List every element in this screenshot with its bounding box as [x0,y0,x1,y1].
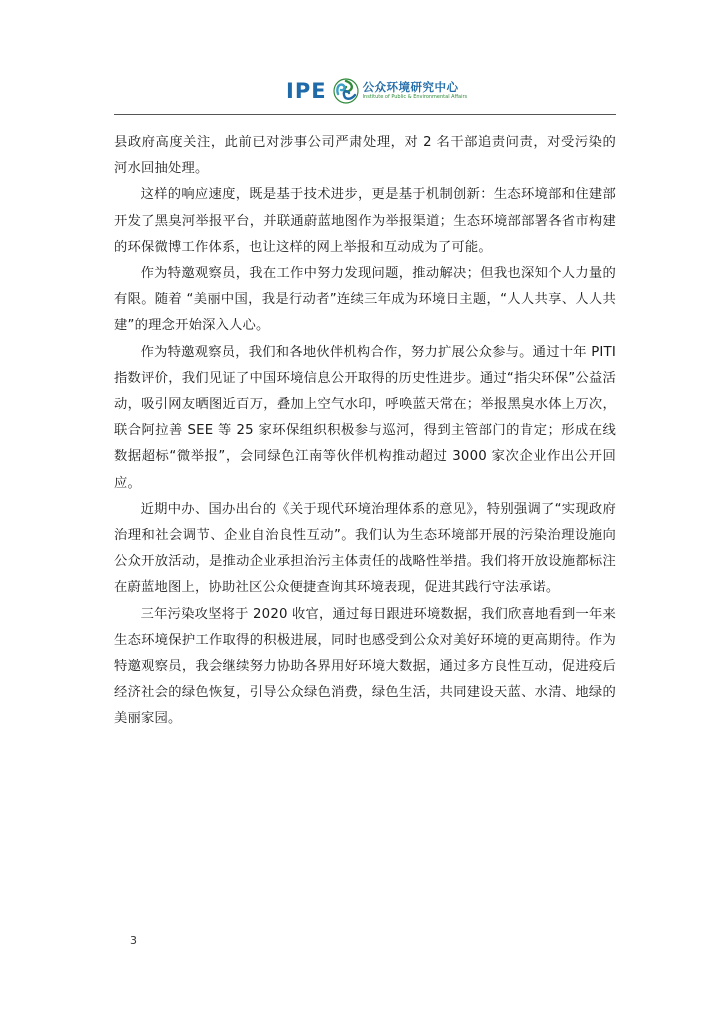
ipe-logo [286,78,467,104]
paragraph-1: 县政府高度关注，此前已对涉事公司严肃处理，对 2 名干部追责问责，对受污染的河水回抽处理。 [114,135,616,177]
page-number: 3 [130,934,137,947]
header-divider [114,114,616,115]
paragraph-6: 三年污染攻坚将于 2020 收官，通过每日跟进环境数据，我们欣喜地看到一年来生态环境保护工作取得的积极进展，同时也感受到公众对美好环境的更高期待。作为特邀观察员，我会继续努力协助各界用好环境大数据，通过多方良性互动，促进疫后经济社会的绿色恢复，引导公众绿色消费，绿色生活，共同建设天蓝、水清、地绿的美丽家园。 [114,606,616,727]
ipe-swirl-emblem-icon [333,78,359,104]
paragraph-4: 作为特邀观察员，我们和各地伙伴机构合作，努力扩展公众参与。通过十年 PITI 指数评价，我们见证了中国环境信息公开取得的历史性进步。通过“指尖环保”公益活动，吸引网友晒图近百万，叠加上空气水印，呼唤蓝天常在；举报黑臭水体上万次，联合阿拉善 SEE 等 25 家环保组织积极参与巡河，得到主管部门的肯定；形成在线数据超标“微举报”，会同绿色江南等伙伴机构推动超过 3000 家次企业作出公开回应。 [114,344,616,491]
logo-english-name: Institute of Public & Environmental Affairs [362,94,468,100]
logo-text-block [363,81,468,101]
logo-chinese-name: 公众环境研究中心 [362,80,459,94]
logo-ipe-text: IPE [286,78,327,103]
page-header [0,70,724,118]
paragraph-3: 作为特邀观察员，我在工作中努力发现问题，推动解决；但我也深知个人力量的有限。随着 “美丽中国，我是行动者”连续三年成为环境日主题，“人人共享、人人共建”的理念开始深入人心。 [114,266,616,334]
document-body [114,130,616,733]
paragraph-2: 这样的响应速度，既是基于技术进步，更是基于机制创新：生态环境部和住建部开发了黑臭河举报平台，并联通蔚蓝地图作为举报渠道；生态环境部部署各省市构建的环保微博工作体系，也让这样的网上举报和互动成为了可能。 [114,187,616,255]
paragraph-5: 近期中办、国办出台的《关于现代环境治理体系的意见》，特别强调了“实现政府治理和社会调节、企业自治良性互动”。我们认为生态环境部开展的污染治理设施向公众开放活动，是推动企业承担治污主体责任的战略性举措。我们将开放设施都标注在蔚蓝地图上，协助社区公众便捷查询其环境表现，促进其践行守法承诺。 [114,501,616,596]
